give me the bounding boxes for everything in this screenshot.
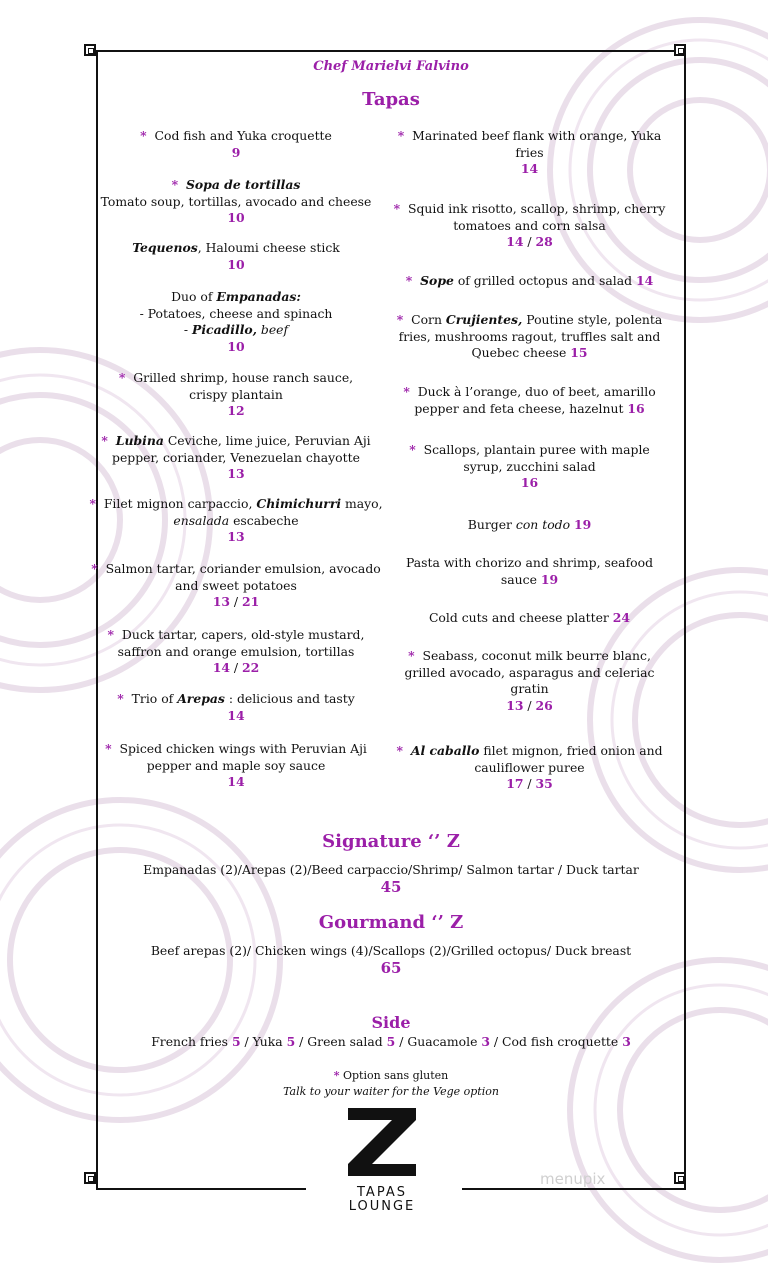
item-price: 13 xyxy=(227,466,245,481)
item-price: 15 xyxy=(570,345,588,360)
menu-item: * Trio of Arepas : delicious and tasty 14 xyxy=(117,691,355,723)
menu-item: Pasta with chorizo and shrimp, seafood sauce 19 xyxy=(405,555,654,587)
section-title-gourmand: Gourmand ‘’ Z xyxy=(318,912,464,933)
frame-corner-ornament xyxy=(674,1172,686,1184)
menu-item: * Marinated beef flank with orange, Yuka fries 14 xyxy=(397,128,662,176)
vege-note: Talk to your waiter for the Vege option xyxy=(283,1085,499,1098)
item-price: 19 xyxy=(574,517,592,532)
z-logo-mark xyxy=(346,1106,418,1178)
item-price: 12 xyxy=(227,403,245,418)
item-price: 14 xyxy=(520,161,539,176)
item-price: 16 xyxy=(627,400,645,416)
item-price: 16 xyxy=(520,475,539,490)
menu-item: * Seabass, coconut milk beurre blanc, grilled avocado, asparagus and celeriac gratin 13 / 26 xyxy=(404,648,655,713)
frame-corner-ornament xyxy=(674,44,686,56)
section-title-signature: Signature ‘’ Z xyxy=(322,831,460,852)
menu-item: * Sopa de tortillas Tomato soup, tortillas, avocado and cheese 10 xyxy=(100,177,372,225)
menu-item: * Cod fish and Yuka croquette 9 xyxy=(140,128,332,160)
menu-item: * Squid ink risotto, scallop, shrimp, cherry tomatoes and corn salsa 14 / 28 xyxy=(393,201,666,249)
menu-item: Duo of Empanadas: - Potatoes, cheese and spinach - Picadillo, beef 10 xyxy=(139,289,333,354)
z-tapas-lounge-logo: Z TAPAS LOUNGE xyxy=(330,1106,434,1214)
item-price: 13 xyxy=(227,529,245,544)
section-title-side: Side xyxy=(371,1013,411,1032)
svg-text:Z: Z xyxy=(346,1106,347,1107)
menu-item: * Salmon tartar, coriander emulsion, avocado and sweet potatoes 13 / 21 xyxy=(91,561,381,609)
menu-item: * Grilled shrimp, house ranch sauce, crispy plantain 12 xyxy=(118,370,354,418)
section-title-tapas: Tapas xyxy=(362,89,420,110)
item-price: 10 xyxy=(227,338,245,354)
item-price: 14 xyxy=(227,774,245,789)
chef-name: Chef Marielvi Falvino xyxy=(313,59,469,74)
item-price: 14 xyxy=(636,273,654,288)
signature-description: Empanadas (2)/Arepas (2)/Beed carpaccio/Shrimp/ Salmon tartar / Duck tartar xyxy=(143,862,639,877)
item-price: 24 xyxy=(612,610,631,625)
item-price: 19 xyxy=(540,571,559,587)
menu-item: Burger con todo 19 xyxy=(467,517,592,532)
menu-item: * Duck à l’orange, duo of beet, amarillo pepper and feta cheese, hazelnut 16 xyxy=(403,384,656,416)
gourmand-description: Beef arepas (2)/ Chicken wings (4)/Scallops (2)/Grilled octopus/ Duck breast xyxy=(150,943,632,958)
item-price: 14 xyxy=(227,707,245,723)
gluten-note: * Option sans gluten xyxy=(333,1069,449,1082)
menu-item: * Scallops, plantain puree with maple syrup, zucchini salad 16 xyxy=(409,442,650,490)
menu-item: * Corn Crujientes, Poutine style, polenta fries, mushrooms ragout, truffles salt and Quebec cheese 15 xyxy=(396,312,663,360)
menu-item: Cold cuts and cheese platter 24 xyxy=(428,610,631,625)
item-price: 10 xyxy=(227,256,245,272)
menu-item: Tequenos, Haloumi cheese stick 10 xyxy=(132,240,340,272)
signature-price: 45 xyxy=(380,878,402,896)
gourmand-price: 65 xyxy=(380,959,402,977)
menu-item: * Filet mignon carpaccio, Chimichurri mayo, ensalada escabeche 13 xyxy=(89,496,383,544)
menu-item: * Spiced chicken wings with Peruvian Aji pepper and maple soy sauce 14 xyxy=(105,741,367,789)
watermark: menupix xyxy=(540,1170,606,1188)
item-price: 10 xyxy=(227,210,245,225)
menu-item: * Duck tartar, capers, old-style mustard, saffron and orange emulsion, tortillas 14 / 22 xyxy=(107,627,365,675)
menu-item: * Sope of grilled octopus and salad 14 xyxy=(405,273,654,288)
menu-item: * Al caballo filet mignon, fried onion and cauliflower puree 17 / 35 xyxy=(396,743,663,791)
menu-item: * Lubina Ceviche, lime juice, Peruvian Aji pepper, coriander, Venezuelan chayotte 13 xyxy=(101,433,371,481)
side-list: French fries 5 / Yuka 5 / Green salad 5 / Guacamole 3 / Cod fish croquette 3 xyxy=(151,1034,631,1049)
item-price: 9 xyxy=(231,144,241,160)
